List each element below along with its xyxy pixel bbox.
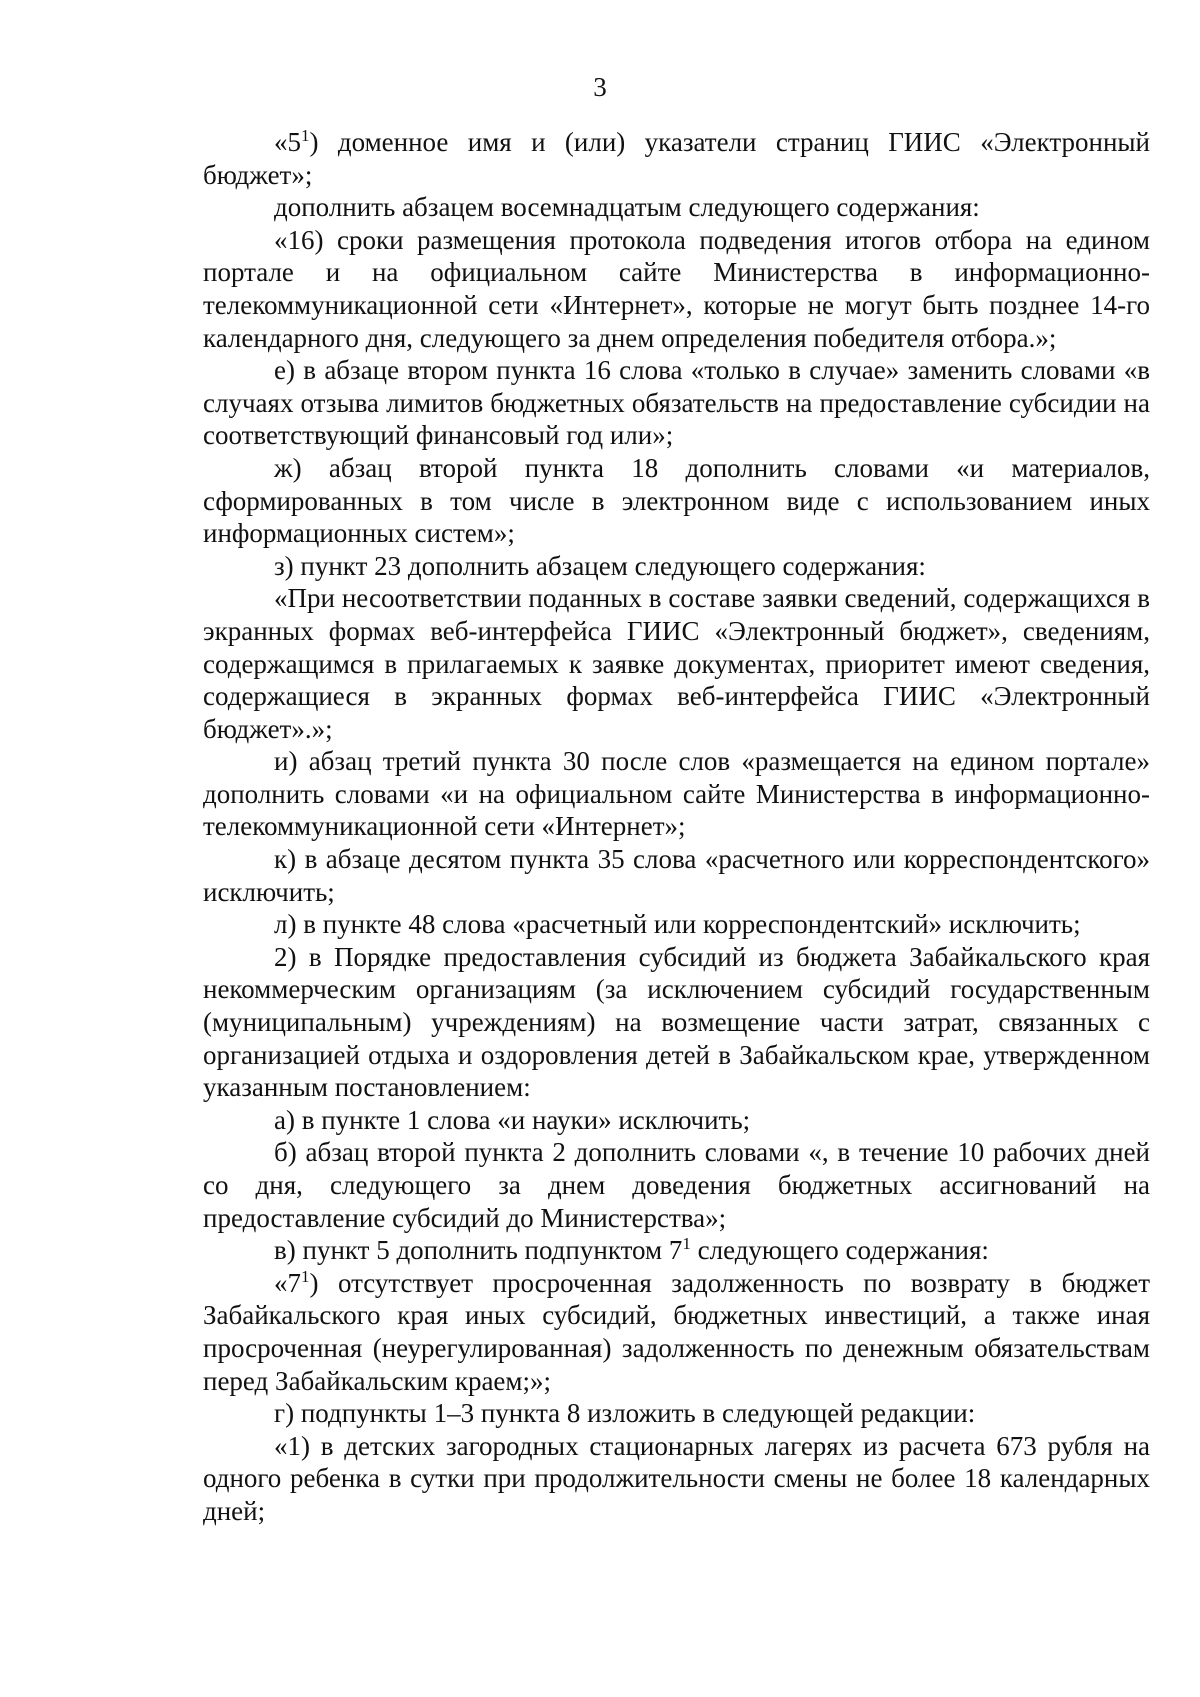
paragraph-l: л) в пункте 48 слова «расчетный или корреспондентский» исключить; xyxy=(274,909,1081,940)
paragraph-7-1: «$7^1$) отсутствует просроченная задолженность по возврату в бюджет Забайкальского края иных субсидий, бюджетных инвестиций, а также иная просроченная (неурегулированная) задолженность по денежным обязательствам перед Забайкальским краем;»; xyxy=(203,1266,1150,1396)
paragraph-g: г) подпункты 1–3 пункта 8 изложить в следующей редакции: xyxy=(274,1398,976,1429)
page-number: 3 xyxy=(593,72,607,102)
paragraph-16: «16) сроки размещения протокола подведения итогов отбора на едином портале и на официальном сайте Министерства в информационно-телекоммуникационной сети «Интернет», которые не могут быть позднее 14-го календарного дня, следующего за днем определения победителя отбора.»; xyxy=(203,224,1150,353)
paragraph-quote-mismatch: «При несоответствии поданных в составе заявки сведений, содержащихся в экранных формах веб-интерфейса ГИИС «Электронный бюджет», сведениям, содержащимся в прилагаемых к заявке документах, приоритет имеют сведения, содержащиеся в экранных формах веб-интерфейса ГИИС «Электронный бюджет».»; xyxy=(203,583,1150,744)
paragraph-k: к) в абзаце десятом пункта 35 слова «расчетного или корреспондентского» исключить; xyxy=(203,844,1150,907)
paragraph-e: е) в абзаце втором пункта 16 слова «только в случае» заменить словами «в случаях отзыва лимитов бюджетных обязательств на предоставление субсидии на соответствующий финансовый год или»; xyxy=(203,355,1150,451)
paragraph-5-1: «$5^1$) доменное имя и (или) указатели страниц ГИИС «Электронный бюджет»; xyxy=(203,126,1150,190)
paragraph-zh: ж) абзац второй пункта 18 дополнить словами «и материалов, сформированных в том числе в электронном виде с использованием иных информационных систем»; xyxy=(203,452,1150,549)
paragraph-a: а) в пункте 1 слова «и науки» исключить; xyxy=(274,1104,751,1135)
paragraph-i: и) абзац третий пункта 30 после слов «размещается на едином портале» дополнить словами «и на официальном сайте Министерства в информационно-телекоммуникационной сети «Интернет»; xyxy=(203,746,1150,842)
paragraph-add-18: дополнить абзацем восемнадцатым следующего содержания: xyxy=(274,192,980,223)
paragraph-v: в) пункт 5 дополнить подпунктом $7^1$ следующего содержания: xyxy=(274,1234,989,1266)
paragraph-z: з) пункт 23 дополнить абзацем следующего содержания: xyxy=(274,550,926,581)
paragraph-2: 2) в Порядке предоставления субсидий из бюджета Забайкальского края некоммерческим организациям (за исключением субсидий государственным (муниципальным) учреждениям) на возмещение части затрат, связанных с организацией отдыха и оздоровления детей в Забайкальском крае, утвержденном указанным постановлением: xyxy=(203,941,1150,1103)
paragraph-b: б) абзац второй пункта 2 дополнить словами «, в течение 10 рабочих дней со дня, следующего за днем доведения бюджетных ассигнований на предоставление субсидий до Министерства»; xyxy=(203,1137,1150,1233)
paragraph-quote-1: «1) в детских загородных стационарных лагерях из расчета 673 рубля на одного ребенка в сутки при продолжительности смены не более 18 календарных дней; xyxy=(203,1430,1150,1526)
document-body xyxy=(203,126,1150,1528)
